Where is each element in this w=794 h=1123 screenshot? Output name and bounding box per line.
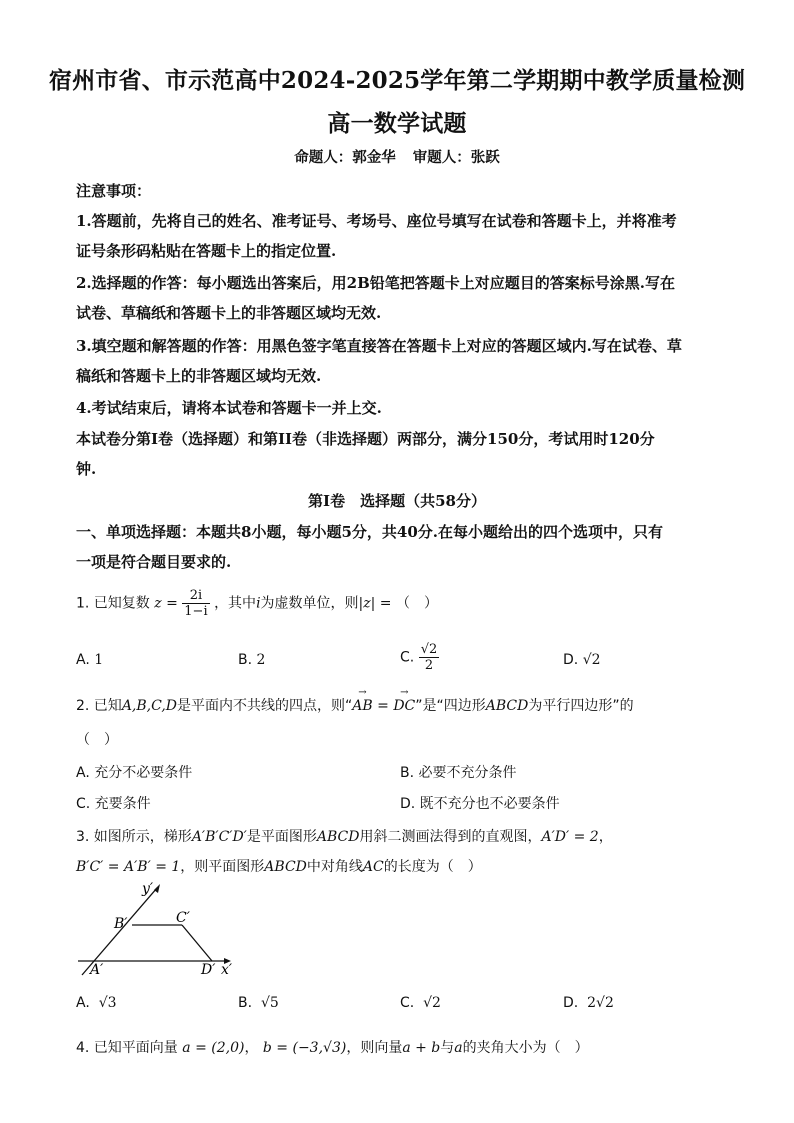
exam-subtitle: 高一数学试题 xyxy=(327,110,467,137)
q3-abcd: ABCD xyxy=(316,829,360,845)
q2-option-d[interactable]: D. 既不充分也不必要条件 xyxy=(400,796,560,812)
q2-prefix: 2. 已知 xyxy=(76,698,122,714)
q1-mid2: 为虚数单位，则 xyxy=(260,595,359,612)
question-1 xyxy=(76,588,438,619)
q1-option-b[interactable] xyxy=(238,652,265,668)
exam-title: 宿州市省、市示范高中2024-2025学年第二学期期中教学质量检测 xyxy=(48,67,746,94)
intro-line-1: 本试卷分第I卷（选择题）和第II卷（非选择题）两部分，满分150分，考试用时120分 xyxy=(76,430,655,448)
q1-option-d-label: D. xyxy=(563,652,579,668)
q1-option-d[interactable] xyxy=(563,652,601,668)
q3-prefix: 3. 如图所示，梯形 xyxy=(76,829,192,845)
q1-absz: |z| = xyxy=(358,595,392,612)
q3-option-b-value: √5 xyxy=(260,995,279,1011)
q3-option-a-label: A. xyxy=(76,995,90,1011)
q3-option-d[interactable] xyxy=(563,995,614,1011)
q3-edge-cd xyxy=(182,925,212,961)
q3-label-a: A′ xyxy=(90,962,104,978)
q1-option-a[interactable] xyxy=(76,652,103,668)
q3-bc-eq: B′C′ = A′B′ = 1 xyxy=(76,859,181,875)
q3-comma: ， xyxy=(598,829,613,845)
q3-shape: A′B′C′D′ xyxy=(191,829,247,845)
q3-mid: 是平面图形 xyxy=(246,829,317,845)
q4-comma: ， xyxy=(244,1040,259,1056)
q3-option-c-value: √2 xyxy=(423,995,441,1011)
q3-option-b[interactable] xyxy=(238,995,279,1011)
q2-paren: （ ） xyxy=(76,732,118,748)
q1-option-a-label: A. xyxy=(76,652,90,668)
q1-option-b-label: B. xyxy=(238,652,253,668)
q2-mid2: ”是“四边形 xyxy=(415,698,486,714)
q3-option-c[interactable] xyxy=(400,995,441,1011)
q1-z-eq: z = xyxy=(154,595,178,612)
question-2 xyxy=(76,695,634,715)
q3-line2-d: 中对角线 xyxy=(306,859,363,875)
q1-option-c[interactable] xyxy=(400,642,439,673)
q4-mid: ，则向量 xyxy=(346,1040,403,1056)
note-1-line-1: 1.答题前，先将自己的姓名、准考证号、考场号、座位号填写在试卷和答题卡上，并将准考 xyxy=(76,212,677,230)
q3-option-c-label: C. xyxy=(400,995,415,1011)
q3-y-arrow xyxy=(154,884,160,893)
q4-mid2: 与 xyxy=(440,1040,455,1056)
q4-vector-b: b = (−3,√3) xyxy=(262,1040,347,1056)
q1-option-c-fraction xyxy=(419,642,440,673)
q3-label-d: D′ xyxy=(201,962,216,978)
note-2-line-1: 2.选择题的作答：每小题选出答案后，用2B铅笔把答题卡上对应题目的答案标号涂黑.写在 xyxy=(76,274,676,292)
q1-i: i xyxy=(256,595,261,612)
q3-figure xyxy=(74,878,244,978)
q3-line2-f: 的长度为（ ） xyxy=(383,859,482,875)
q3-label-y: y′ xyxy=(142,881,154,897)
q2-equals: = xyxy=(372,698,394,714)
q3-option-a-value: √3 xyxy=(98,995,117,1011)
q4-prefix: 4. 已知平面向量 xyxy=(76,1040,178,1056)
question-4 xyxy=(76,1037,589,1057)
intro-line-2: 钟. xyxy=(76,460,97,478)
q2-vector-ab: → AB xyxy=(352,698,372,714)
q3-option-d-value: 2√2 xyxy=(587,995,614,1011)
q3-line2-b: ，则平面图形 xyxy=(180,859,265,875)
part1-line-2: 一项是符合题目要求的. xyxy=(76,553,232,571)
q3-label-c: C′ xyxy=(176,910,190,926)
q2-option-c[interactable]: C. 充要条件 xyxy=(76,796,151,812)
q1-option-c-label: C. xyxy=(400,649,415,666)
q2-vector-dc: → DC xyxy=(393,698,415,714)
q2-mid: 是平面内不共线的四点，则“ xyxy=(177,698,353,714)
q1-mid: ，其中 xyxy=(214,595,257,612)
q4-vector-a: a = (2,0) xyxy=(182,1040,245,1056)
question-3-line-1 xyxy=(76,826,613,846)
q1-numerator: 2i xyxy=(182,588,209,604)
q3-label-b: B′ xyxy=(114,916,128,932)
q3-option-b-label: B. xyxy=(238,995,253,1011)
part1-line-1: 一、单项选择题：本题共8小题，每小题5分，共40分.在每小题给出的四个选项中，只有 xyxy=(76,523,663,541)
note-2-line-2: 试卷、草稿纸和答题卡上的非答题区域均无效. xyxy=(76,304,382,322)
q2-abcd: ABCD xyxy=(485,698,529,714)
q4-end: 的夹角大小为（ ） xyxy=(462,1040,589,1056)
q2-end: 为平行四边形”的 xyxy=(528,698,634,714)
author-name: 命题人：郭金华 xyxy=(294,149,396,166)
q3-mid2: 用斜二测画法得到的直观图， xyxy=(359,829,542,845)
q2-option-a[interactable]: A. 充分不必要条件 xyxy=(76,765,193,781)
q1-paren: （ ） xyxy=(396,595,438,612)
q3-line2-ac: AC xyxy=(362,859,384,875)
reviewer-name: 审题人：张跃 xyxy=(412,149,500,166)
q1-option-a-value: 1 xyxy=(94,652,104,668)
q2-option-b[interactable]: B. 必要不充分条件 xyxy=(400,765,517,781)
question-3-line-2 xyxy=(76,856,482,876)
q4-sum: a + b xyxy=(402,1040,441,1056)
q1-denominator: 1−i xyxy=(184,604,208,619)
q3-label-x: x′ xyxy=(221,962,233,978)
q4-a: a xyxy=(454,1040,463,1056)
q1-option-c-num: √2 xyxy=(420,642,438,657)
q1-option-d-value: √2 xyxy=(582,652,601,668)
q3-ad: A′D′ = 2 xyxy=(541,829,599,845)
q1-option-b-value: 2 xyxy=(256,652,266,668)
notes-heading: 注意事项： xyxy=(76,182,152,200)
q3-option-a[interactable] xyxy=(76,995,117,1011)
note-1-line-2: 证号条形码粘贴在答题卡上的指定位置. xyxy=(76,242,337,260)
q1-prefix: 1. 已知复数 xyxy=(76,595,150,612)
section-title: 第I卷 选择题（共58分） xyxy=(308,492,486,510)
note-4: 4.考试结束后，请将本试卷和答题卡一并上交. xyxy=(76,399,382,417)
authors-line xyxy=(0,146,794,167)
q1-option-c-den: 2 xyxy=(424,658,434,673)
q2-points: A,B,C,D xyxy=(121,698,177,714)
note-3-line-1: 3.填空题和解答题的作答：用黑色签字笔直接答在答题卡上对应的答题区域内.写在试卷、草 xyxy=(76,337,682,355)
q1-fraction xyxy=(182,588,209,619)
q3-line2-abcd: ABCD xyxy=(264,859,307,875)
note-3-line-2: 稿纸和答题卡上的非答题区域均无效. xyxy=(76,367,322,385)
q3-option-d-label: D. xyxy=(563,995,579,1011)
